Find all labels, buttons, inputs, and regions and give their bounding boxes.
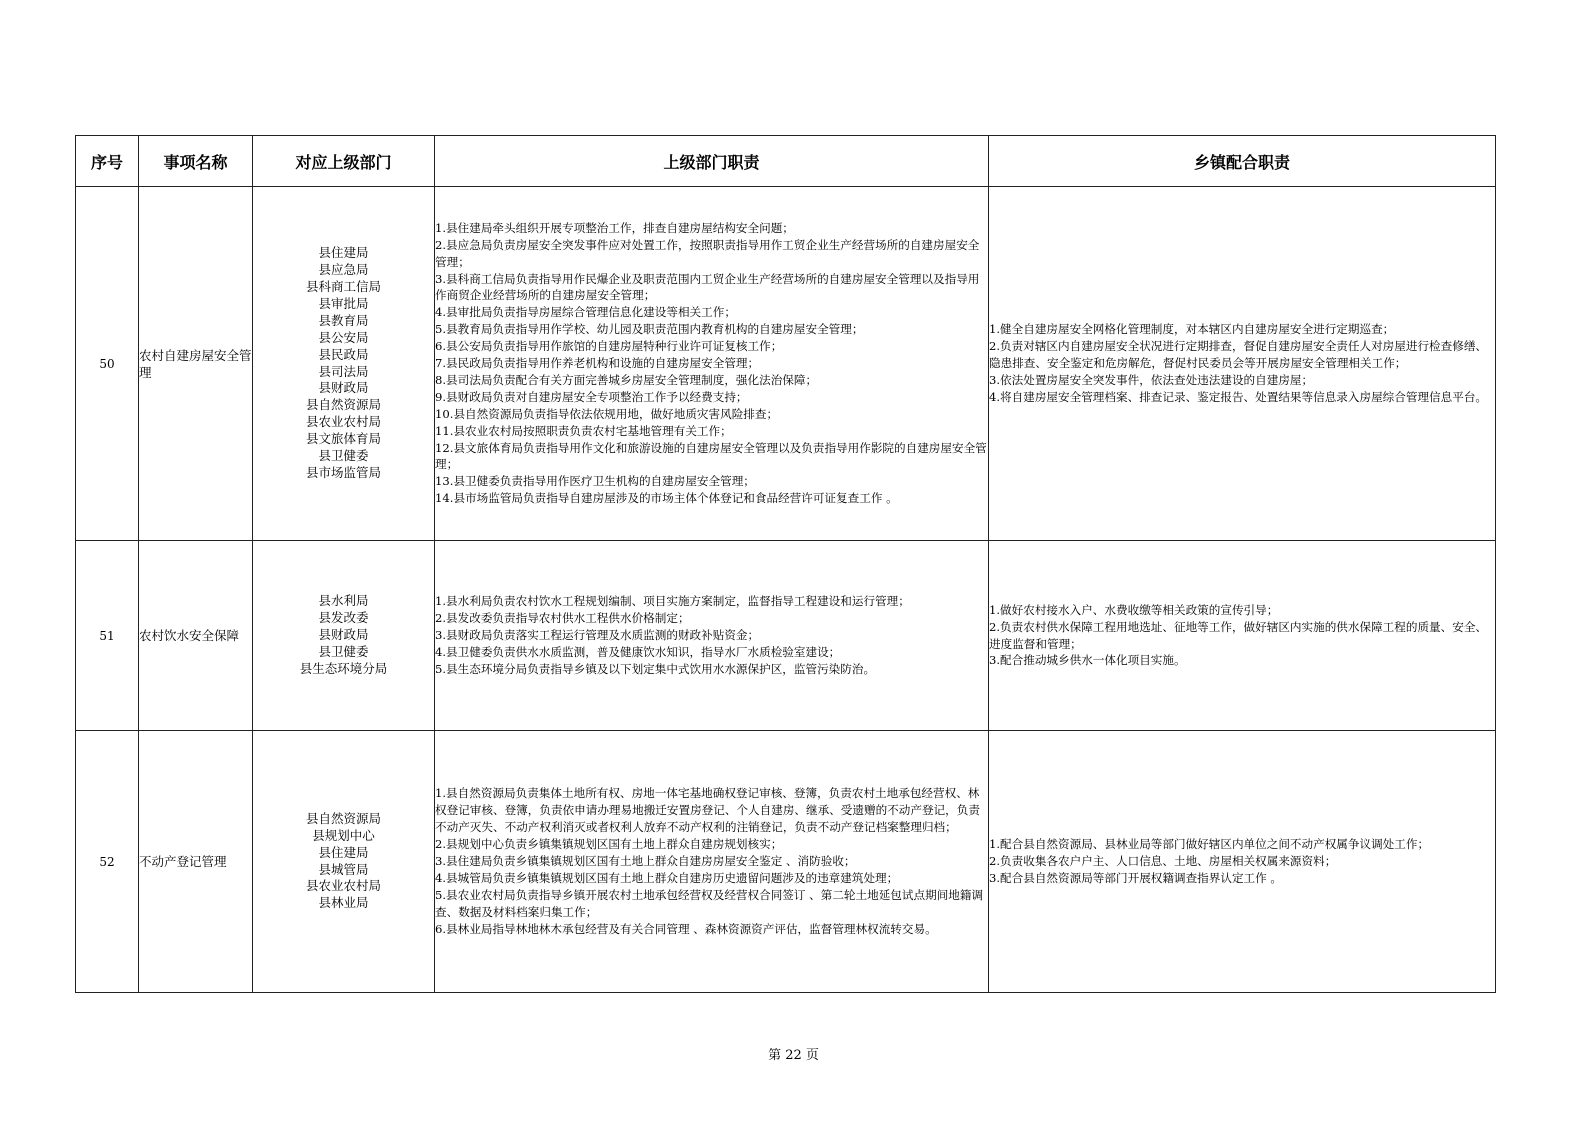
duty-line: 3.县住建局负责乡镇集镇规划区国有土地上群众自建房房屋安全鉴定 、消防验收； xyxy=(435,854,856,869)
duty-line: 3.县科商工信局负责指导用作民爆企业及职责范围内工贸企业生产经营场所的自建房屋安全管理以及指导用作商贸企业经营场所的自建房屋安全管理； xyxy=(435,271,980,303)
duty-line: 4.县审批局负责指导房屋综合管理信息化建设等相关工作； xyxy=(435,305,736,320)
header-upper-duties: 上级部门职责 xyxy=(435,136,989,187)
duty-line: 10.县自然资源局负责指导依法依规用地，做好地质灾害风险排查； xyxy=(435,406,779,421)
department: 县住建局 xyxy=(318,245,369,261)
header-row xyxy=(76,136,1496,187)
department: 县规划中心 xyxy=(312,827,375,843)
duty-line: 1.县水利局负责农村饮水工程规划编制、项目实施方案制定，监督指导工程建设和运行管理； xyxy=(435,594,910,609)
department: 县财政局 xyxy=(318,627,369,643)
duty-line: 4.县城管局负责乡镇集镇规划区国有土地上群众自建房历史遗留问题涉及的违章建筑处理； xyxy=(435,870,899,885)
duty-line: 2.负责农村供水保障工程用地选址、征地等工作，做好辖区内实施的供水保障工程的质量、安全、进度监督和管理； xyxy=(989,619,1488,651)
row-item-name: 农村饮水安全保障 xyxy=(139,541,253,731)
duty-line: 3.配合县自然资源局等部门开展权籍调查指界认定工作 。 xyxy=(989,870,1282,885)
row-seq: 51 xyxy=(76,541,139,731)
duty-line: 8.县司法局负责配合有关方面完善城乡房屋安全管理制度，强化法治保障； xyxy=(435,372,818,387)
department: 县科商工信局 xyxy=(305,278,381,294)
department: 县民政局 xyxy=(318,346,369,362)
department: 县自然资源局 xyxy=(305,397,381,413)
duty-line: 1.县住建局牵头组织开展专项整治工作，排查自建房屋结构安全问题； xyxy=(435,220,794,235)
row-item-name: 农村自建房屋安全管理 xyxy=(139,187,253,541)
department: 县自然资源局 xyxy=(305,810,381,826)
duty-line: 1.做好农村接水入户、水费收缴等相关政策的宣传引导； xyxy=(989,602,1279,617)
duty-line: 1.配合县自然资源局、县林业局等部门做好辖区内单位之间不动产权属争议调处工作； xyxy=(989,837,1430,852)
row-town-duties xyxy=(989,541,1496,731)
duty-line: 12.县文旅体育局负责指导用作文化和旅游设施的自建房屋安全管理以及负责指导用作影院的自建房屋安全管理； xyxy=(435,440,987,472)
duty-line: 2.负责对辖区内自建房屋安全状况进行定期排查，督促自建房屋安全责任人对房屋进行检查修缮、隐患排查、安全鉴定和危房解危，督促村民委员会等开展房屋安全管理相关工作； xyxy=(989,339,1488,371)
duty-line: 3.依法处置房屋安全突发事件，依法查处违法建设的自建房屋； xyxy=(989,372,1314,387)
department: 县林业局 xyxy=(318,895,369,911)
row-departments xyxy=(253,731,435,993)
duty-line: 2.负责收集各农户户主、人口信息、土地、房屋相关权属来源资料； xyxy=(989,854,1337,869)
row-seq: 52 xyxy=(76,731,139,993)
row-upper-duties xyxy=(435,541,989,731)
duty-table xyxy=(75,135,1496,993)
table-row xyxy=(76,187,1496,541)
duty-line: 2.县规划中心负责乡镇集镇规划区国有土地上群众自建房规划核实； xyxy=(435,837,783,852)
duty-line: 4.将自建房屋安全管理档案、排查记录、鉴定报告、处置结果等信息录入房屋综合管理信息平台。 xyxy=(989,389,1488,404)
duty-line: 13.县卫健委负责指导用作医疗卫生机构的自建房屋安全管理； xyxy=(435,474,755,489)
duty-line: 5.县生态环境分局负责指导乡镇及以下划定集中式饮用水水源保护区，监管污染防治。 xyxy=(435,661,876,676)
duty-line: 11.县农业农村局按照职责负责农村宅基地管理有关工作； xyxy=(435,423,732,438)
department: 县农业农村局 xyxy=(305,414,381,430)
header-town-duties: 乡镇配合职责 xyxy=(989,136,1496,187)
row-town-duties xyxy=(989,187,1496,541)
department: 县司法局 xyxy=(318,363,369,379)
table-row xyxy=(76,731,1496,993)
row-upper-duties xyxy=(435,187,989,541)
department: 县卫健委 xyxy=(318,448,369,464)
header-upper-department: 对应上级部门 xyxy=(253,136,435,187)
duty-line: 5.县教育局负责指导用作学校、幼儿园及职责范围内教育机构的自建房屋安全管理； xyxy=(435,322,864,337)
department: 县应急局 xyxy=(318,262,369,278)
duty-line: 9.县财政局负责对自建房屋安全专项整治工作予以经费支持； xyxy=(435,389,748,404)
page-number: 第 22 页 xyxy=(768,1048,819,1063)
duty-line: 7.县民政局负责指导用作养老机构和设施的自建房屋安全管理； xyxy=(435,356,760,371)
row-departments xyxy=(253,187,435,541)
department: 县公安局 xyxy=(318,329,369,345)
duty-line: 5.县农业农村局负责指导乡镇开展农村土地承包经营权及经营权合同签订 、第二轮土地延包试点期间地籍调查、数据及材料档案归集工作； xyxy=(435,887,984,919)
duty-line: 1.县自然资源局负责集体土地所有权、房地一体宅基地确权登记审核、登簿，负责农村土地承包经营权、林权登记审核、登簿，负责依申请办理易地搬迁安置房登记、个人自建房、继承、受遗赠的不动产登记，负责不动产灭失、不动产权利消灭或者权利人放弃不动产权利的注销登记，负责不动产登记档案整理归档； xyxy=(435,786,980,835)
duty-line: 3.配合推动城乡供水一体化项目实施。 xyxy=(989,653,1186,668)
row-seq: 50 xyxy=(76,187,139,541)
header-item-name: 事项名称 xyxy=(139,136,253,187)
duty-line: 2.县发改委负责指导农村供水工程供水价格制定； xyxy=(435,611,690,626)
department: 县水利局 xyxy=(318,593,369,609)
department: 县市场监管局 xyxy=(305,464,381,480)
row-town-duties xyxy=(989,731,1496,993)
department: 县教育局 xyxy=(318,312,369,328)
department: 县审批局 xyxy=(318,295,369,311)
department: 县住建局 xyxy=(318,844,369,860)
department: 县农业农村局 xyxy=(305,878,381,894)
row-departments xyxy=(253,541,435,731)
duty-line: 3.县财政局负责落实工程运行管理及水质监测的财政补贴资金； xyxy=(435,628,760,643)
duty-line: 14.县市场监管局负责指导自建房屋涉及的市场主体个体登记和食品经营许可证复查工作 。 xyxy=(435,491,898,506)
row-item-name: 不动产登记管理 xyxy=(139,731,253,993)
row-upper-duties xyxy=(435,731,989,993)
department: 县生态环境分局 xyxy=(299,660,388,676)
department: 县城管局 xyxy=(318,861,369,877)
department: 县发改委 xyxy=(318,610,369,626)
duty-line: 1.健全自建房屋安全网格化管理制度，对本辖区内自建房屋安全进行定期巡查； xyxy=(989,322,1395,337)
department: 县卫健委 xyxy=(318,643,369,659)
duty-line: 6.县公安局负责指导用作旅馆的自建房屋特种行业许可证复核工作； xyxy=(435,339,783,354)
department: 县财政局 xyxy=(318,380,369,396)
duty-line: 2.县应急局负责房屋安全突发事件应对处置工作，按照职责指导用作工贸企业生产经营场所的自建房屋安全管理； xyxy=(435,237,980,269)
duty-line: 4.县卫健委负责供水水质监测，普及健康饮水知识，指导水厂水质检验室建设； xyxy=(435,644,841,659)
table-row xyxy=(76,541,1496,731)
header-seq: 序号 xyxy=(76,136,139,187)
duty-line: 6.县林业局指导林地林木承包经营及有关合同管理 、森林资源资产评估，监督管理林权流转交易。 xyxy=(435,921,937,936)
department: 县文旅体育局 xyxy=(305,431,381,447)
